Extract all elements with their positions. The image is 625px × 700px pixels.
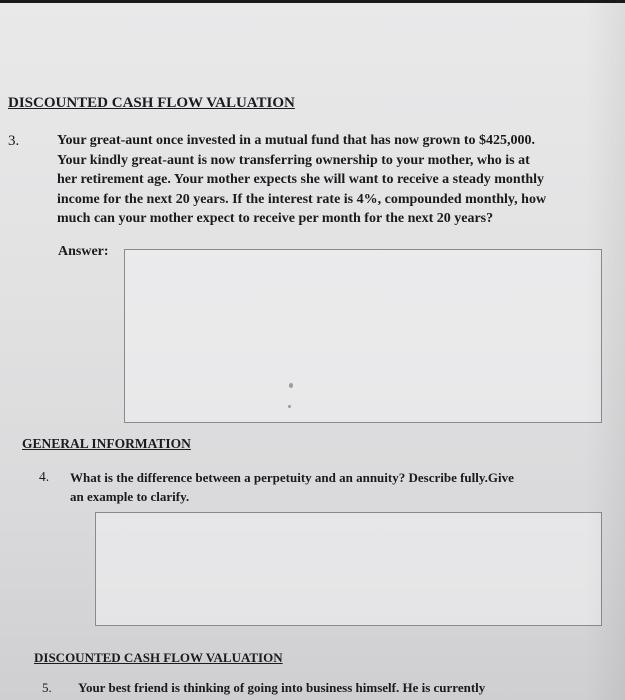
question-number-4: 4. — [39, 469, 50, 484]
photo-shadow — [585, 0, 625, 700]
question-3-line: her retirement age. Your mother expects she will want to receive a steady monthly — [57, 172, 545, 187]
answer-box-question-4[interactable] — [95, 512, 602, 626]
question-number-3: 3. — [8, 133, 20, 149]
question-4-line: an example to clarify. — [70, 489, 190, 504]
answer-box-question-3[interactable] — [124, 249, 602, 423]
question-3-line: Your kindly great-aunt is now transferring ownership to your mother, who is at — [57, 152, 530, 168]
section-heading-dcf: DISCOUNTED CASH FLOW VALUATION — [8, 95, 295, 111]
question-4-line: What is the difference between a perpetuity and an annuity? Describe fully.Give — [70, 470, 514, 485]
question-number-5: 5. — [42, 680, 52, 695]
paper-mark — [288, 405, 291, 408]
question-3-line: Your great-aunt once invested in a mutual fund that has now grown to $425,000. — [57, 133, 535, 148]
top-edge — [0, 0, 625, 3]
paper-mark — [289, 383, 293, 388]
section-heading-general-information: GENERAL INFORMATION — [22, 436, 191, 451]
question-5-line: Your best friend is thinking of going into business himself. He is currently — [78, 680, 486, 695]
question-3-line: income for the next 20 years. If the interest rate is 4%, compounded monthly, how — [57, 191, 547, 207]
question-4-text — [70, 468, 590, 506]
question-5-text — [78, 679, 598, 697]
answer-label: Answer: — [58, 244, 109, 259]
question-3-text — [57, 131, 602, 229]
section-heading-dcf-2: DISCOUNTED CASH FLOW VALUATION — [34, 650, 283, 665]
question-3-line: much can your mother expect to receive per month for the next 20 years? — [57, 211, 494, 226]
